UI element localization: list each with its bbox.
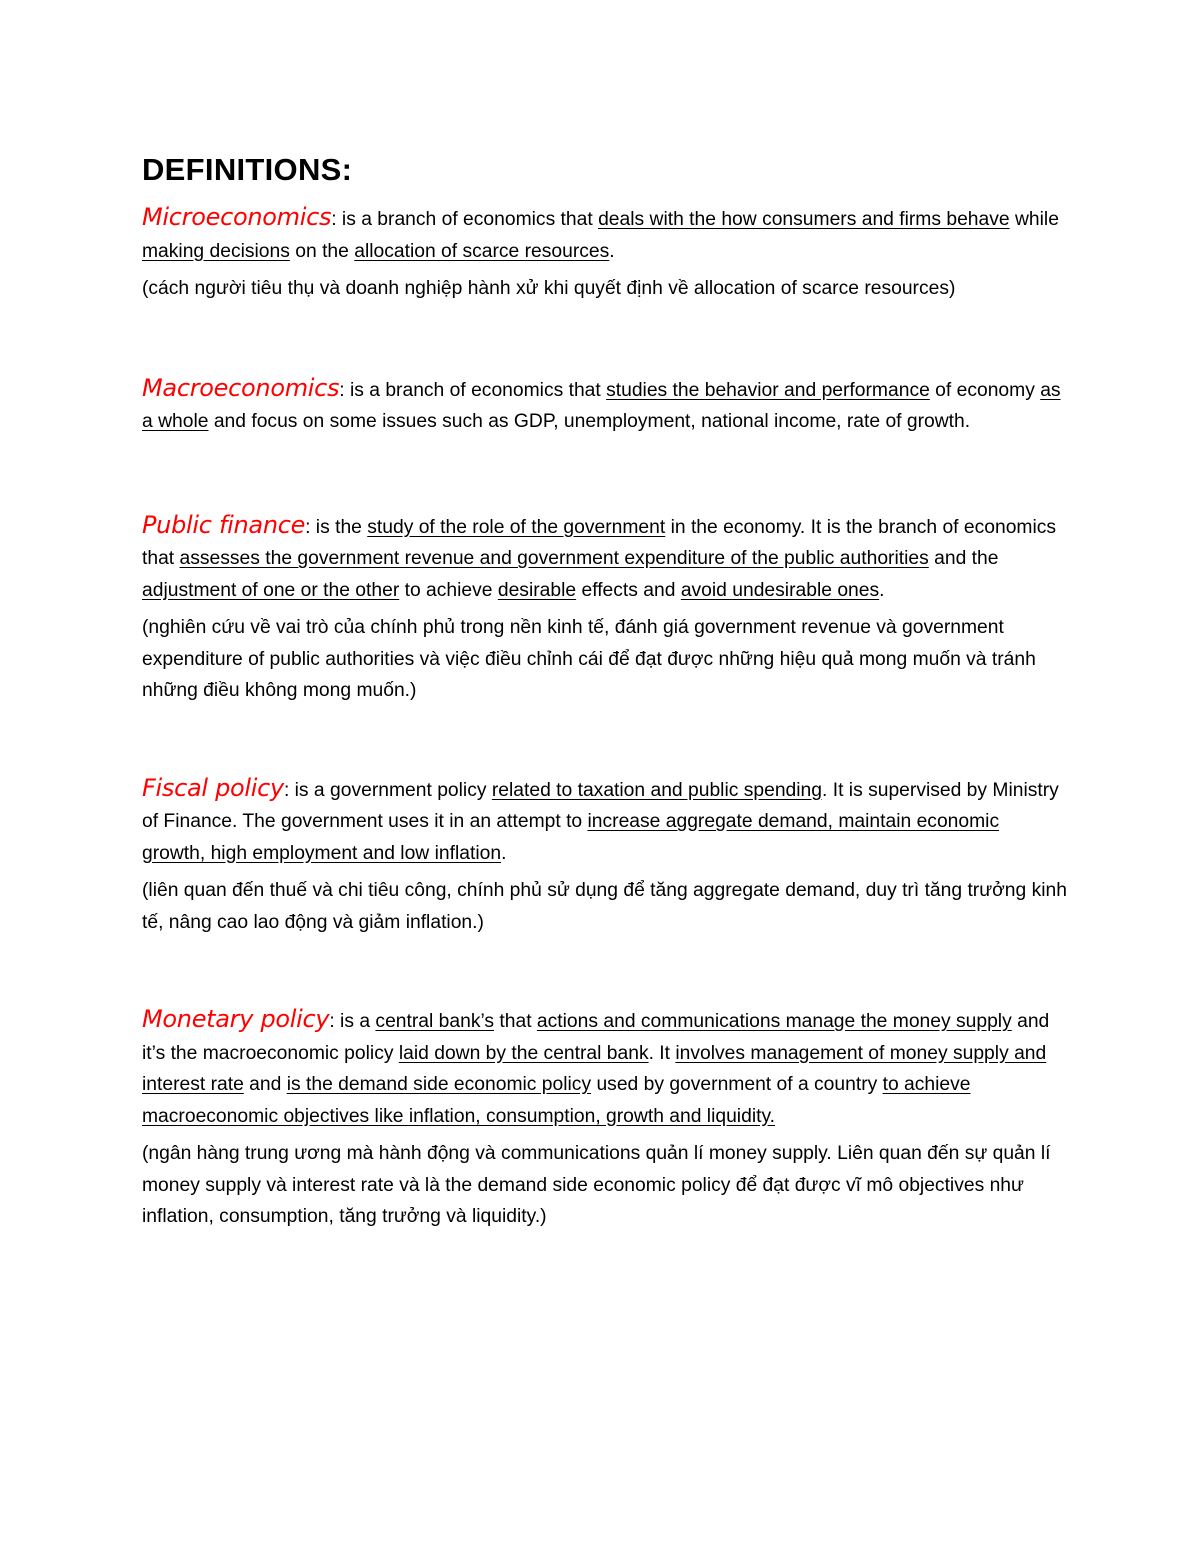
underlined-phrase: adjustment of one or the other — [142, 579, 400, 601]
text-segment: . — [609, 240, 615, 262]
underlined-phrase: assesses the government revenue and government expenditure of the public authorities — [179, 548, 929, 569]
text-segment: and the — [928, 548, 999, 569]
term-monetary-policy: Monetary policy — [142, 1005, 330, 1033]
text-segment: . — [879, 579, 885, 601]
underlined-phrase: laid down by the central bank — [398, 1042, 649, 1064]
underlined-phrase: actions and communications manage the money supply — [536, 1011, 1012, 1032]
underlined-phrase: desirable — [497, 579, 577, 601]
definition-microeconomics — [142, 202, 1067, 267]
page-title: DEFINITIONS: — [142, 152, 353, 187]
vietnamese-note-monetary-policy: (ngân hàng trung ương mà hành động và communications quản lí money supply. Liên quan đến sự quản lí money supply và interest rate và là the demand side economic policy để đạt được vĩ mô objectives như inflation, consumption, tăng trưởng và liquidity.) — [142, 1143, 1051, 1227]
underlined-phrase: allocation of scarce resources — [354, 240, 610, 262]
term-macroeconomics: Macroeconomics — [142, 373, 340, 402]
underlined-phrase: making decisions — [142, 240, 290, 262]
text-segment: on the — [289, 240, 355, 262]
underlined-phrase: is the demand side economic policy — [286, 1074, 592, 1095]
text-segment: that — [494, 1011, 537, 1032]
underlined-phrase: avoid undesirable ones — [680, 579, 880, 601]
term-microeconomics: Microeconomics — [142, 203, 332, 231]
underlined-phrase: as a whole — [142, 379, 1061, 432]
vietnamese-note-microeconomics: (cách người tiêu thụ và doanh nghiệp hành xử khi quyết định về allocation of scarce resources) — [142, 278, 956, 299]
vietnamese-note-fiscal-policy: (liên quan đến thuế và chi tiêu công, chính phủ sử dụng để tăng aggregate demand, duy trì tăng trưởng kinh tế, nâng cao lao động và giảm inflation.) — [142, 880, 1067, 933]
text-segment: : is a government policy — [283, 779, 492, 801]
text-segment: while — [1009, 209, 1059, 230]
text-segment: and focus on some issues such as GDP, unemployment, national income, rate of growth. — [208, 411, 971, 432]
text-segment: : is a — [329, 1011, 376, 1032]
text-segment: used by government of a country — [591, 1074, 883, 1095]
text-segment: : is a branch of economics that — [331, 209, 599, 230]
underlined-phrase: studies the behavior and performance — [606, 379, 930, 401]
underlined-phrase: involves management of money supply and interest rate — [142, 1042, 1047, 1095]
definition-fiscal-policy — [142, 773, 1067, 870]
definition-macroeconomics — [142, 373, 1067, 438]
definition-monetary-policy — [142, 1004, 1067, 1132]
document-body — [142, 150, 1067, 1233]
text-segment: and it’s the macroeconomic policy — [142, 1011, 1050, 1064]
underlined-phrase: study of the role of the government — [367, 516, 666, 538]
underlined-phrase: central bank’s — [375, 1011, 495, 1032]
text-segment: . — [501, 842, 507, 864]
text-segment: in the economy. It is the branch of economics that — [142, 516, 1057, 569]
definition-public-finance — [142, 510, 1067, 607]
vietnamese-note-public-finance: (nghiên cứu về vai trò của chính phủ trong nền kinh tế, đánh giá government revenue và government expenditure of public authorities và việc điều chỉnh cái để đạt được những hiệu quả mong muốn và tránh những điều không mong muốn.) — [142, 617, 1036, 701]
underlined-phrase: to achieve macroeconomic objectives like inflation, consumption, growth and liquidity. — [142, 1074, 971, 1127]
text-segment: of economy — [929, 379, 1041, 401]
term-public-finance: Public finance — [142, 510, 306, 539]
text-segment: effects and — [576, 579, 681, 601]
text-segment: : is a branch of economics that — [339, 379, 607, 401]
underlined-phrase: increase aggregate demand, maintain economic growth, high employment and low inflation — [142, 811, 1000, 864]
text-segment: : is the — [305, 516, 368, 538]
text-segment: to achieve — [399, 579, 498, 601]
text-segment: . It — [648, 1042, 676, 1064]
term-fiscal-policy: Fiscal policy — [142, 773, 284, 802]
text-segment: and — [243, 1074, 287, 1095]
underlined-phrase: deals with the how consumers and firms behave — [598, 209, 1010, 230]
text-segment: . It is supervised by Ministry of Finance. The government uses it in an attempt to — [142, 779, 1059, 832]
underlined-phrase: related to taxation and public spending — [491, 779, 823, 801]
